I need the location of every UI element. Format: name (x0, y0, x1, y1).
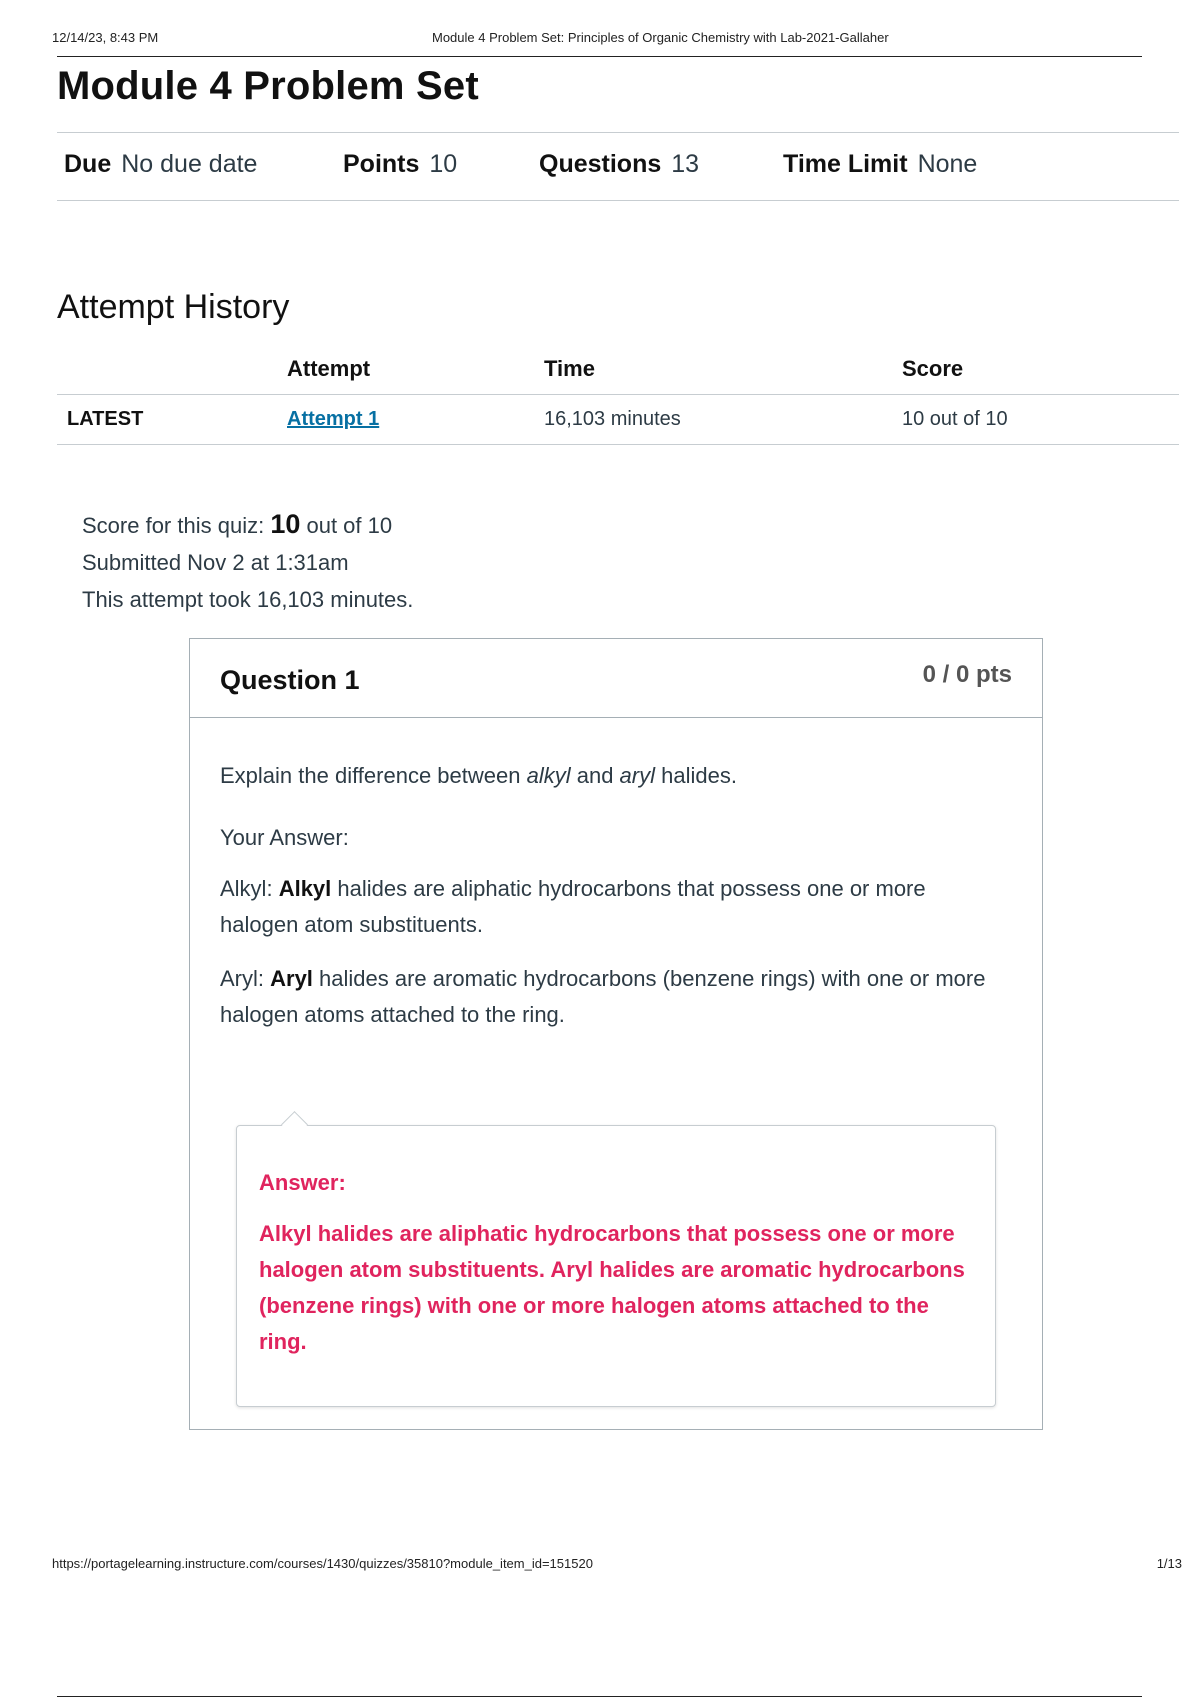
question-prompt (220, 763, 1010, 789)
score-value: 10 (270, 509, 301, 539)
table-row-divider (57, 444, 1179, 445)
score-suffix: out of 10 (300, 513, 393, 538)
time-limit-value: None (917, 150, 978, 178)
column-header-score: Score (902, 356, 964, 381)
correct-answer-label: Answer: (259, 1170, 346, 1195)
column-header-attempt: Attempt (287, 356, 371, 381)
question-title: Question 1 (220, 665, 360, 695)
answer-box-pointer (281, 1111, 308, 1138)
quiz-info (82, 506, 413, 618)
points-value: 10 (429, 150, 458, 178)
print-url: https://portagelearning.instructure.com/courses/1430/quizzes/35810?module_item_id=151520 (52, 1556, 593, 1571)
aryl-prefix: Aryl: (220, 966, 271, 991)
latest-badge: LATEST (67, 408, 144, 430)
your-answer-label: Your Answer: (220, 825, 349, 850)
alkyl-bold: Alkyl (278, 876, 332, 901)
points-label: Points (343, 150, 420, 178)
score-prefix: Score for this quiz: (82, 513, 271, 538)
summary-questions (539, 150, 699, 179)
question-points: 0 / 0 pts (922, 661, 1012, 688)
print-document-title: Module 4 Problem Set: Principles of Organic Chemistry with Lab-2021-Gallaher (432, 30, 889, 45)
questions-label: Questions (539, 150, 662, 178)
quiz-score-line (82, 506, 413, 544)
column-header-time: Time (544, 356, 595, 381)
attempt-history-title: Attempt History (57, 288, 290, 326)
footer-divider (57, 1696, 1142, 1697)
attempt-score: 10 out of 10 (902, 408, 1008, 430)
aryl-bold: Aryl (270, 966, 313, 991)
prompt-text-3: halides. (655, 763, 737, 788)
time-limit-label: Time Limit (783, 150, 908, 178)
due-label: Due (64, 150, 112, 178)
summary-due (64, 150, 257, 179)
your-answer-aryl (220, 961, 1010, 1033)
correct-answer-text: Alkyl halides are aliphatic hydrocarbons that possess one or more halogen atom substituents. Aryl halides are aromatic hydrocarbons (benzene rings) with one or more halogen atoms attached to the ring. (259, 1221, 965, 1354)
page-title: Module 4 Problem Set (57, 64, 479, 108)
summary-points (343, 150, 457, 179)
prompt-alkyl: alkyl (526, 763, 571, 788)
question-header (190, 639, 1042, 718)
attempt-1-link[interactable]: Attempt 1 (287, 408, 380, 430)
prompt-aryl: aryl (619, 763, 655, 788)
prompt-text-1: Explain the difference between (220, 763, 527, 788)
aryl-rest: halides are aromatic hydrocarbons (benzene rings) with one or more halogen atoms attached to the ring. (220, 966, 986, 1027)
submitted-line: Submitted Nov 2 at 1:31am (82, 550, 349, 575)
summary-divider-top (57, 132, 1179, 133)
duration-line: This attempt took 16,103 minutes. (82, 587, 414, 612)
header-divider (57, 56, 1142, 57)
page-number: 1/13 (1156, 1556, 1182, 1571)
prompt-text-2: and (570, 763, 620, 788)
question-card (189, 638, 1043, 1430)
due-value: No due date (121, 150, 258, 178)
correct-answer-box (236, 1125, 996, 1407)
summary-divider-bottom (57, 200, 1179, 201)
attempt-time: 16,103 minutes (544, 408, 681, 430)
table-header-divider (57, 394, 1179, 395)
question-body (220, 763, 1010, 1051)
your-answer-alkyl (220, 871, 1010, 943)
alkyl-prefix: Alkyl: (220, 876, 279, 901)
print-datetime: 12/14/23, 8:43 PM (52, 30, 159, 45)
alkyl-rest: halides are aliphatic hydrocarbons that possess one or more halogen atom substituents. (220, 876, 926, 937)
summary-time-limit (783, 150, 977, 179)
questions-value: 13 (671, 150, 700, 178)
